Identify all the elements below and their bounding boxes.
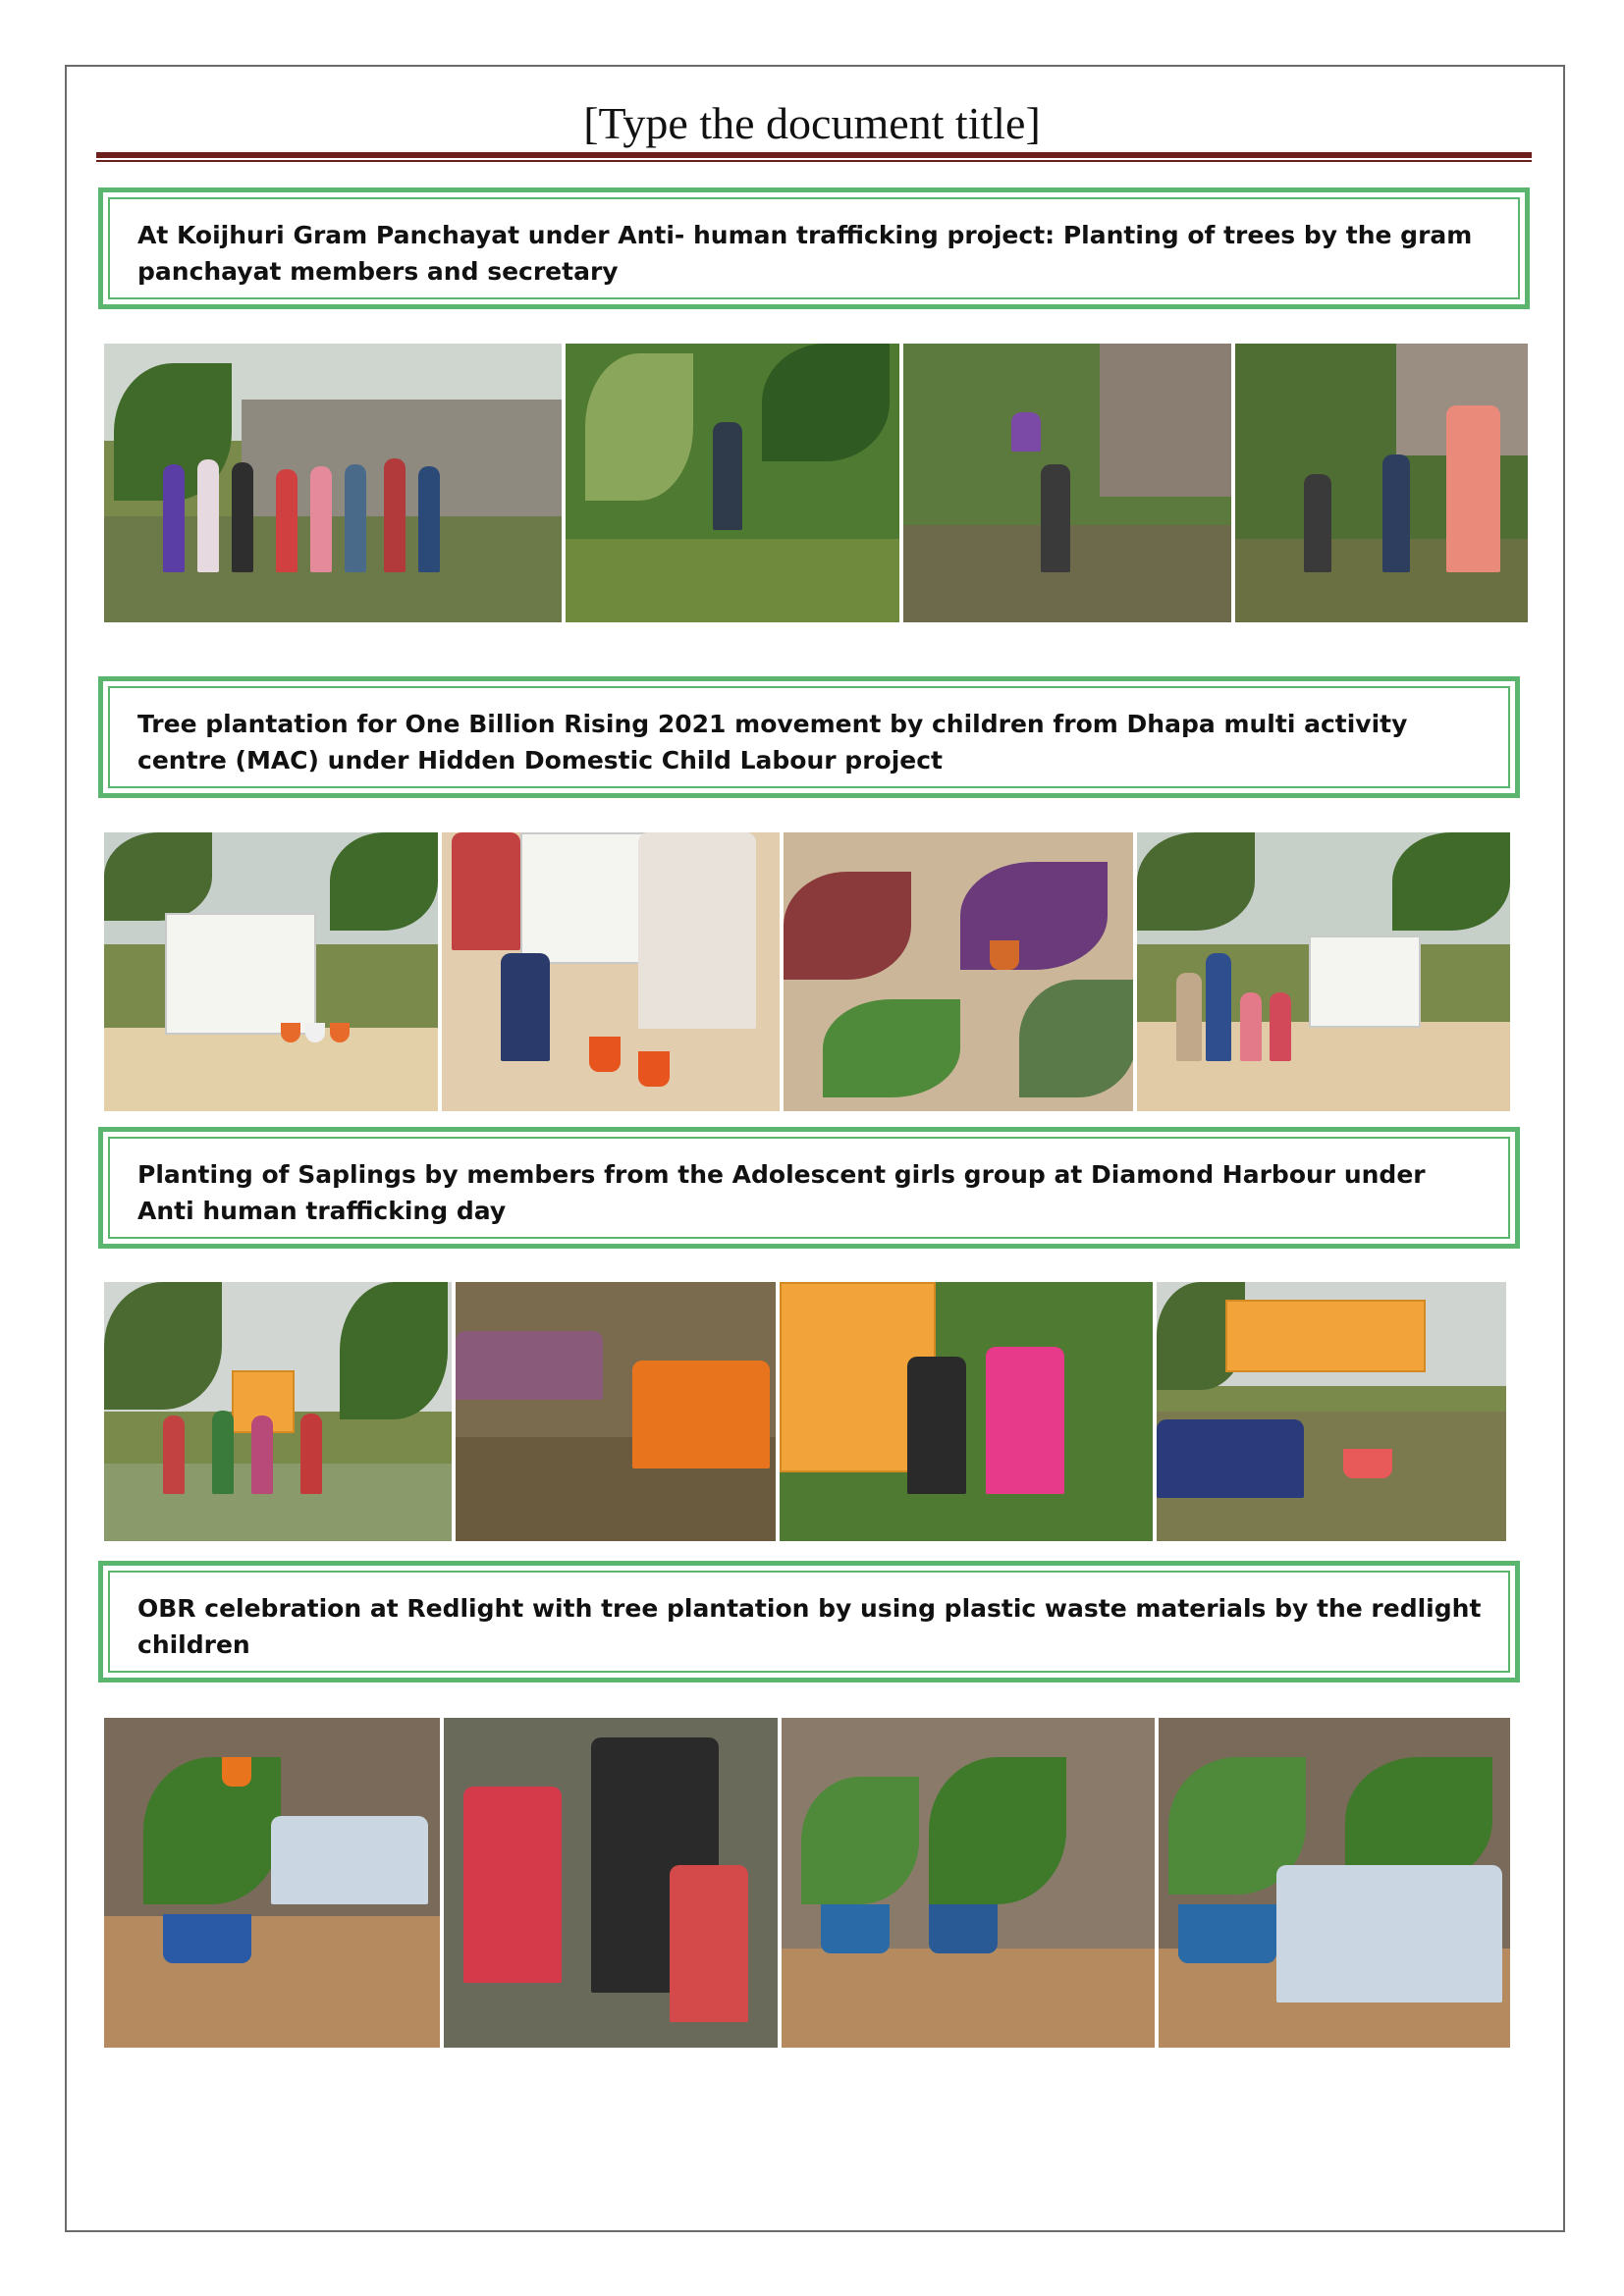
photo-2-1: [104, 832, 438, 1111]
title-rule-thin: [96, 160, 1532, 162]
photo-4-3: [782, 1718, 1155, 2048]
photo-4-4: [1159, 1718, 1510, 2048]
caption-box-4: [98, 1561, 1520, 1682]
photo-row-2: [104, 832, 1520, 1111]
photo-3-1: [104, 1282, 452, 1541]
title-rule-thick: [96, 152, 1532, 158]
caption-box-1: [98, 187, 1530, 309]
document-title[interactable]: [Type the document title]: [583, 98, 1041, 148]
photo-row-4: [104, 1718, 1510, 2048]
photo-3-4: [1157, 1282, 1506, 1541]
caption-text-2: Tree plantation for One Billion Rising 2021 movement by children from Dhapa multi activity centre (MAC) under Hidden Domestic Child Labour project: [108, 686, 1510, 788]
photo-4-1: [104, 1718, 440, 2048]
photo-3-3: [780, 1282, 1153, 1541]
caption-text-4: OBR celebration at Redlight with tree plantation by using plastic waste materials by the redlight children: [108, 1571, 1510, 1673]
photo-2-4: [1137, 832, 1510, 1111]
caption-text-1: At Koijhuri Gram Panchayat under Anti- human trafficking project: Planting of trees by the gram panchayat members and secretary: [108, 197, 1520, 299]
photo-row-3: [104, 1282, 1510, 1541]
photo-4-2: [444, 1718, 778, 2048]
caption-box-3: [98, 1127, 1520, 1249]
caption-text-3: Planting of Saplings by members from the Adolescent girls group at Diamond Harbour under Anti human trafficking day: [108, 1137, 1510, 1239]
photo-1-4: [1235, 344, 1528, 622]
photo-1-1: [104, 344, 562, 622]
photo-2-3: [784, 832, 1133, 1111]
photo-1-3: [903, 344, 1231, 622]
photo-2-2: [442, 832, 780, 1111]
photo-row-1: [104, 344, 1528, 622]
photo-3-2: [456, 1282, 776, 1541]
caption-box-2: [98, 676, 1520, 798]
photo-1-2: [566, 344, 899, 622]
